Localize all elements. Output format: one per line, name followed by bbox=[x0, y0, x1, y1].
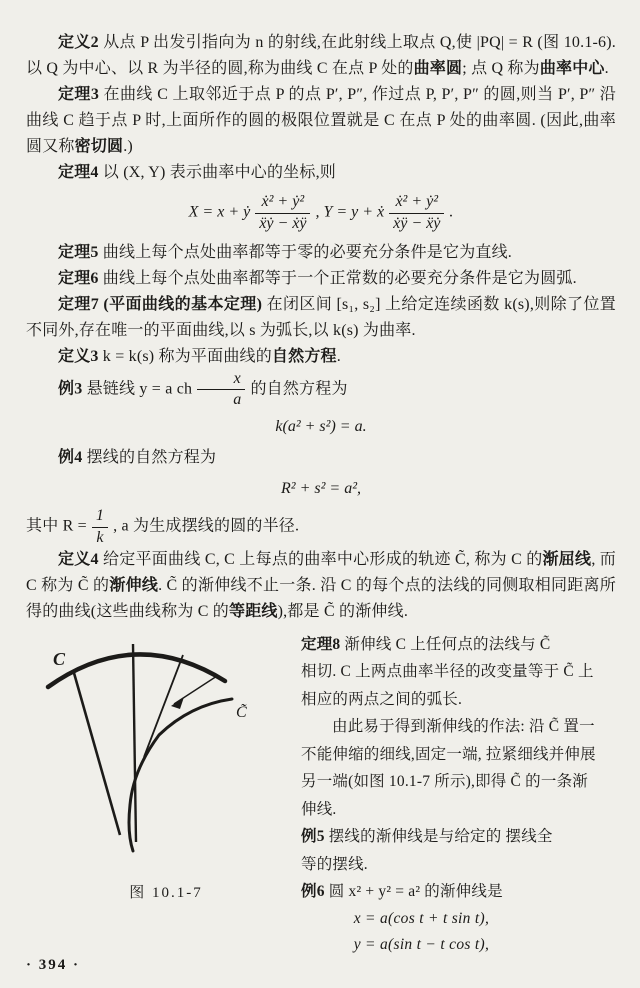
example-4-note-lead: 其中 R = bbox=[26, 517, 87, 535]
theorem-6-text: 曲线上每个点处曲率都等于一个正常数的必要充分条件是它为圆弧. bbox=[98, 269, 577, 287]
fraction-x-over-a: $\frac{x}{a}$ bbox=[197, 370, 245, 410]
figure-caption: 图 10.1-7 bbox=[129, 884, 203, 901]
example-5-label: 例5 bbox=[301, 828, 325, 846]
right-text-column bbox=[301, 629, 616, 958]
page-number: · 394 · bbox=[26, 957, 81, 973]
figure-10-1-7-drawing bbox=[40, 635, 290, 867]
theorem-8-line-2: 相切. C 上两点曲率半径的改变量等于 C̃ 上 bbox=[301, 663, 594, 681]
paragraph-example-3 bbox=[26, 370, 616, 410]
label-c: C bbox=[53, 648, 66, 669]
involute-equation-x: x = a(cos t + t sin t), bbox=[353, 909, 490, 927]
term-curvature-center: 曲率中心 bbox=[539, 60, 605, 77]
term-involute: 渐伸线 bbox=[109, 576, 159, 594]
tangent-line-1 bbox=[74, 673, 120, 835]
tangent-line-2 bbox=[133, 644, 136, 842]
example-3-lead: 悬链线 y = a ch bbox=[82, 380, 193, 398]
term-evolute: 渐屈线 bbox=[542, 550, 592, 568]
curve-c bbox=[48, 654, 225, 687]
example-6-line: 例6 圆 x² + y² = a² 的渐伸线是 bbox=[301, 883, 503, 901]
definition-2-label: 定义2 bbox=[58, 34, 99, 51]
paragraph-example-4 bbox=[26, 445, 616, 471]
theorem-3-text: 在曲线 C 上取邻近于点 P 的点 P′, P″, 作过点 P, P′, P″ 的圆,则当 P′, P″ 沿曲线 C 趋于点 P 时,上面所作的圆的极限位置就是 C 在点 P 处的曲率圆. (因此,曲率圆又称 bbox=[26, 86, 616, 155]
example-4-note-tail: , a 为生成摆线的圆的半径. bbox=[113, 517, 300, 535]
example-6-label: 例6 bbox=[301, 883, 325, 901]
example-4-label: 例4 bbox=[58, 449, 83, 467]
example-3-tail: 的自然方程为 bbox=[250, 380, 348, 398]
construction-line-4: 伸线. bbox=[301, 800, 337, 818]
paragraph-definition-4: 定义4 给定平面曲线 C, C 上每点的曲率中心形成的轨迹 C̃, 称为 C 的渐屈线, 而 C 称为 C̃ 的渐伸线. C̃ 的渐伸线不止一条. 沿 C 的每个点的法线的同侧取相同距离所得的曲线(这些曲线称为 C 的等距线),都是 C̃ 的渐伸线. bbox=[26, 550, 616, 620]
theorem-7-text: 在闭区间 [s₁, s₂] 上给定连续函数 k(s),则除了位置不同外,存在唯一的平面曲线,以 s 为弧长,以 k(s) 为曲率. bbox=[26, 295, 616, 339]
theorem-8-label: 定理8 bbox=[301, 635, 341, 653]
term-natural-equation: 自然方程 bbox=[271, 347, 337, 365]
theorem-5-text: 曲线上每个点处曲率都等于零的必要充分条件是它为直线. bbox=[98, 243, 513, 261]
fraction-1-over-k: $\frac{1}{k}$ bbox=[92, 507, 108, 547]
label-c-tilde: C̃ bbox=[236, 703, 247, 721]
curvature-center-formula: X = x + ẏ $\frac{\text{ẋ² + ẏ²}}{\text{ẍẏ − ẋÿ}}$ , Y = y + ẋ $\frac{\text{ẋ² + ẏ²}}{\text{ẋÿ − ẍẏ}}$ . bbox=[188, 193, 454, 232]
theorem-4-text: 以 (X, Y) 表示曲率中心的坐标,则 bbox=[98, 164, 336, 181]
fraction-2: $\frac{\text{ẋ² + ẏ²}}{\text{ẋÿ − ẍẏ}}$ bbox=[389, 193, 444, 233]
definition-4-label: 定义4 bbox=[58, 550, 99, 568]
construction-line-2: 不能伸缩的细线,固定一端, 拉紧细线并伸展 bbox=[301, 745, 596, 763]
cycloid-natural-equation: R² + s² = a², bbox=[281, 480, 361, 498]
theorem-4-label: 定理4 bbox=[58, 164, 99, 181]
curve-c-tilde bbox=[129, 699, 232, 851]
theorem-8-line-3: 相应的两点之间的弧长. bbox=[301, 690, 463, 708]
definition-3-text: k = k(s) 称为平面曲线的 bbox=[98, 347, 272, 365]
definition-3-label: 定义3 bbox=[58, 347, 99, 365]
paragraph-definition-2: 定义2 从点 P 出发引指向为 n 的射线,在此射线上取点 Q,使 |PQ| = R (图 10.1-6). 以 Q 为中心、以 R 为半径的圆,称为曲线 C 在点 P 处的曲率圆; 点 Q 称为曲率中心. bbox=[26, 34, 616, 77]
theorem-7-label: 定理7 (平面曲线的基本定理) bbox=[58, 295, 263, 313]
involute-equation-y: y = a(sin t − t cos t), bbox=[353, 935, 490, 953]
example-4-lead: 摆线的自然方程为 bbox=[82, 449, 217, 467]
definition-2-text: 从点 P 出发引指向为 n 的射线,在此射线上取点 Q,使 |PQ| = R (图 10.1-6). 以 Q 为中心、以 R 为半径的圆,称为曲线 C 在点 P 处的 bbox=[26, 34, 616, 77]
paragraph-theorem-5 bbox=[26, 240, 616, 266]
theorem-6-label: 定理6 bbox=[58, 269, 99, 287]
example-5-line-1: 例5 摆线的渐伸线是与给定的 摆线全 bbox=[301, 828, 553, 846]
theorem-3-label: 定理3 bbox=[58, 86, 100, 103]
term-equidistant-curve: 等距线 bbox=[229, 602, 278, 620]
example-5-line-2: 等的摆线. bbox=[301, 855, 368, 873]
catenary-natural-equation: k(a² + s²) = a. bbox=[275, 418, 367, 436]
term-curvature-circle: 曲率圆 bbox=[413, 60, 463, 77]
arrowhead bbox=[171, 697, 184, 709]
paragraph-theorem-3: 定理3 在曲线 C 上取邻近于点 P 的点 P′, P″, 作过点 P, P′, P″ 的圆,则当 P′, P″ 沿曲线 C 趋于点 P 时,上面所作的圆的极限位置就是 C 在点 P 处的曲率圆. (因此,曲率圆又称密切圆.) bbox=[26, 86, 616, 155]
paragraph-theorem-7 bbox=[26, 292, 616, 344]
paragraph-example-4-note bbox=[26, 507, 616, 547]
example-3-label: 例3 bbox=[58, 380, 83, 398]
paragraph-theorem-4 bbox=[26, 160, 616, 186]
term-osculating-circle: 密切圆 bbox=[74, 138, 124, 155]
theorem-5-label: 定理5 bbox=[58, 243, 99, 261]
construction-line-3: 另一端(如图 10.1-7 所示),即得 C̃ 的一条渐 bbox=[301, 773, 588, 791]
paragraph-definition-3: 定义3 k = k(s) 称为平面曲线的自然方程. bbox=[58, 347, 341, 365]
figure-column bbox=[26, 629, 301, 958]
two-column-section bbox=[26, 629, 616, 958]
theorem-8-line-1: 定理8 渐伸线 C 上任何点的法线与 C̃ bbox=[301, 635, 551, 653]
fraction-1: $\frac{\text{ẋ² + ẏ²}}{\text{ẍẏ − ẋÿ}}$ bbox=[255, 193, 310, 233]
paragraph-theorem-6 bbox=[26, 266, 616, 292]
construction-line-1: 由此易于得到渐伸线的作法: 沿 C̃ 置一 bbox=[332, 718, 595, 736]
